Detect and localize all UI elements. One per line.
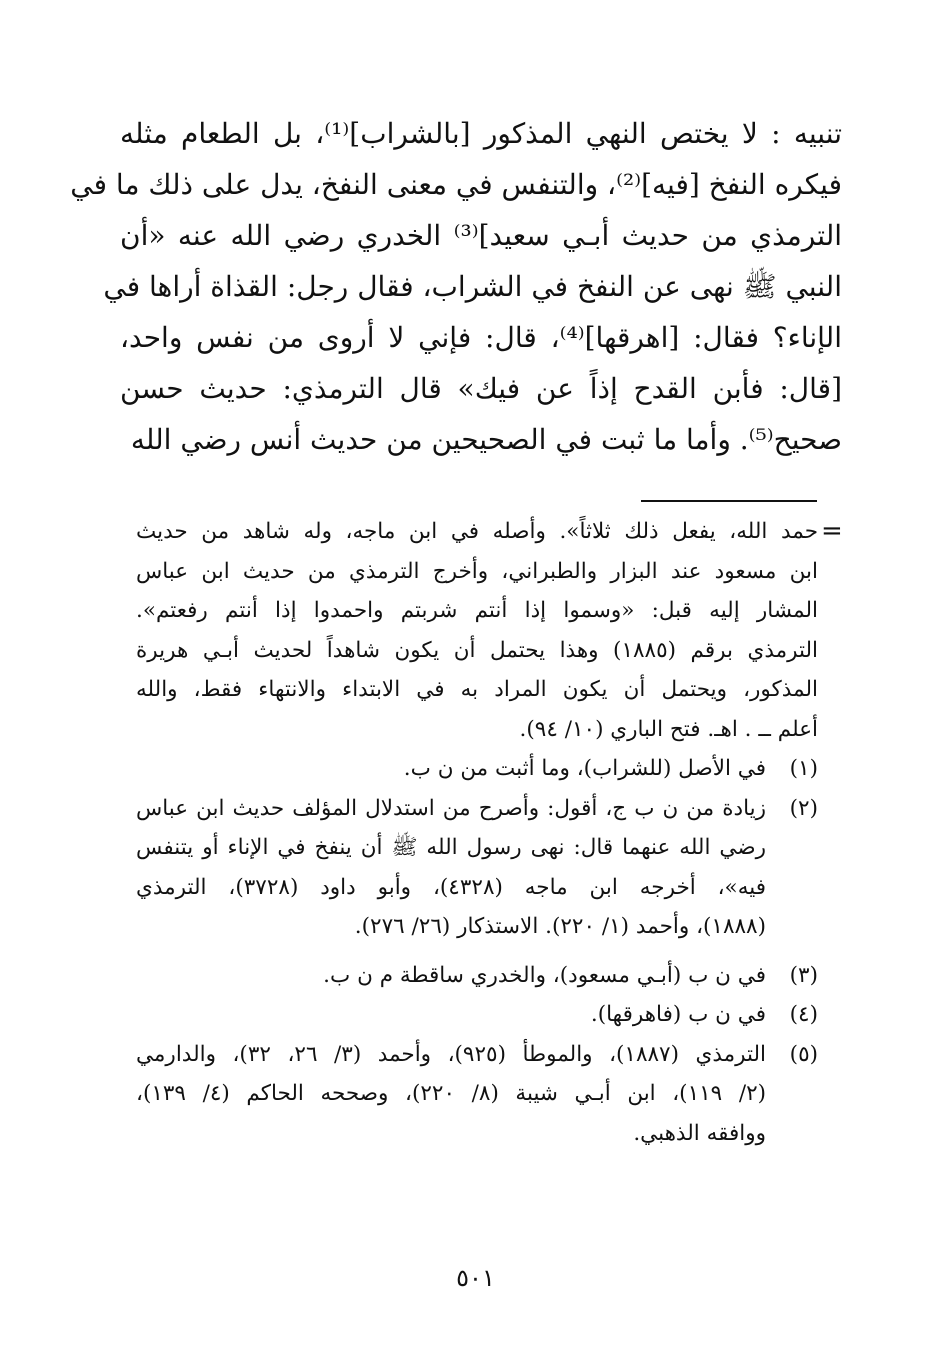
footnote-text: في الأصل (للشراب)، وما أثبت من ن ب. bbox=[403, 756, 766, 781]
footnote-3 bbox=[136, 956, 818, 996]
footnote-text: الترمذي (١٨٨٧)، والموطأ (٩٢٥)، وأحمد (٣/ ٢٦، ٣٢)، والدارمي bbox=[136, 1041, 767, 1067]
footnote-4 bbox=[136, 995, 818, 1035]
footnote-line: الترمذي برقم (١٨٨٥) وهذا يحتمل أن يكون شاهداً لحديث أبـي هريرة bbox=[136, 637, 818, 663]
footnote-number: (٣) bbox=[789, 962, 818, 988]
main-text-line: الترمذي من حديث أبـي سعيد]⁽³⁾ الخدري رضي الله عنه «أن bbox=[120, 219, 843, 252]
footnote-line bbox=[136, 956, 818, 996]
footnote-line: أعلم ــ . اهـ. فتح الباري (١٠/ ٩٤). bbox=[519, 716, 818, 742]
footnote-number: (٥) bbox=[789, 1041, 819, 1067]
footnote-text: في ن ب (فاهرقها). bbox=[590, 1002, 766, 1027]
footnote-continued bbox=[136, 512, 818, 749]
footnote-line: حمد الله، يفعل ذلك ثلاثاً». وأصله في ابن ماجه، وله شاهد من حديث bbox=[136, 519, 818, 544]
footnote-line bbox=[136, 749, 818, 789]
main-text-line: [قال: فأبن القدح إذاً عن فيك» قال الترمذي: حديث حسن bbox=[120, 372, 842, 405]
footnote-separator bbox=[641, 500, 817, 502]
main-text-line: صحيح⁽⁵⁾. وأما ما ثبت في الصحيحين من حديث أنس رضي الله bbox=[130, 423, 842, 456]
footnote-line: ابن مسعود عند البزار والطبراني، وأخرج الترمذي من حديث ابن عباس bbox=[136, 558, 818, 584]
main-text-line: الإناء؟ فقال: [اهرقها]⁽⁴⁾، قال: فإني لا أروى من نفس واحد، bbox=[120, 321, 842, 354]
main-text-line: فيكره النفخ [فيه]⁽²⁾، والتنفس في معنى النفخ، يدل على ذلك ما في bbox=[70, 168, 842, 201]
main-text bbox=[70, 108, 843, 465]
footnote-text: زيادة من ن ب ج، أقول: وأصرح من استدلال المؤلف حديث ابن عباس bbox=[136, 795, 766, 821]
footnote-1 bbox=[136, 749, 818, 789]
footnotes bbox=[136, 512, 818, 1153]
footnote-text: في ن ب (أبـي مسعود)، والخدري ساقطة م ن ب. bbox=[323, 962, 766, 988]
footnote-number: (٢) bbox=[789, 795, 818, 821]
footnote-line: رضي الله عنهما قال: نهى رسول الله ﷺ أن ينفخ في الإناء أو يتنفس bbox=[136, 835, 766, 860]
footnote-line bbox=[136, 995, 818, 1035]
footnote-line bbox=[136, 1035, 818, 1075]
footnote-line: المذكور، ويحتمل أن يكون المراد به في الابتداء والانتهاء فقط، والله bbox=[136, 677, 818, 702]
footnote-line bbox=[136, 789, 818, 829]
page-number: ٥٠١ bbox=[456, 1264, 495, 1292]
footnote-line: ووافقه الذهبي. bbox=[633, 1120, 766, 1146]
footnote-number: (٤) bbox=[789, 1002, 818, 1027]
footnote-2 bbox=[136, 789, 818, 947]
main-text-line: النبي ﷺ نهى عن النفخ في الشراب، فقال رجل: القذاة أراها في bbox=[103, 270, 842, 303]
footnote-line: المشار إليه قبل: «وسموا إذا أنتم شربتم واحمدوا إذا أنتم رفعتم». bbox=[136, 598, 818, 623]
main-text-line: تنبيه : لا يختص النهي المذكور [بالشراب]⁽¹⁾، بل الطعام مثله bbox=[120, 117, 842, 150]
footnote-5 bbox=[136, 1035, 818, 1154]
continuation-mark: = bbox=[821, 516, 843, 546]
footnote-number: (١) bbox=[789, 756, 818, 781]
footnote-line: (١٨٨٨)، وأحمد (١/ ٢٢٠). الاستذكار (٢٦/ ٢٧٦). bbox=[354, 914, 766, 939]
footnote-line: فيه»، أخرجه ابن ماجه (٤٣٢٨)، وأبو داود (٣٧٢٨)، الترمذي bbox=[136, 874, 767, 900]
footnote-line: (٢/ ١١٩)، ابن أبـي شيبة (٨/ ٢٢٠)، وصححه الحاكم (٤/ ١٣٩)، bbox=[136, 1081, 767, 1106]
